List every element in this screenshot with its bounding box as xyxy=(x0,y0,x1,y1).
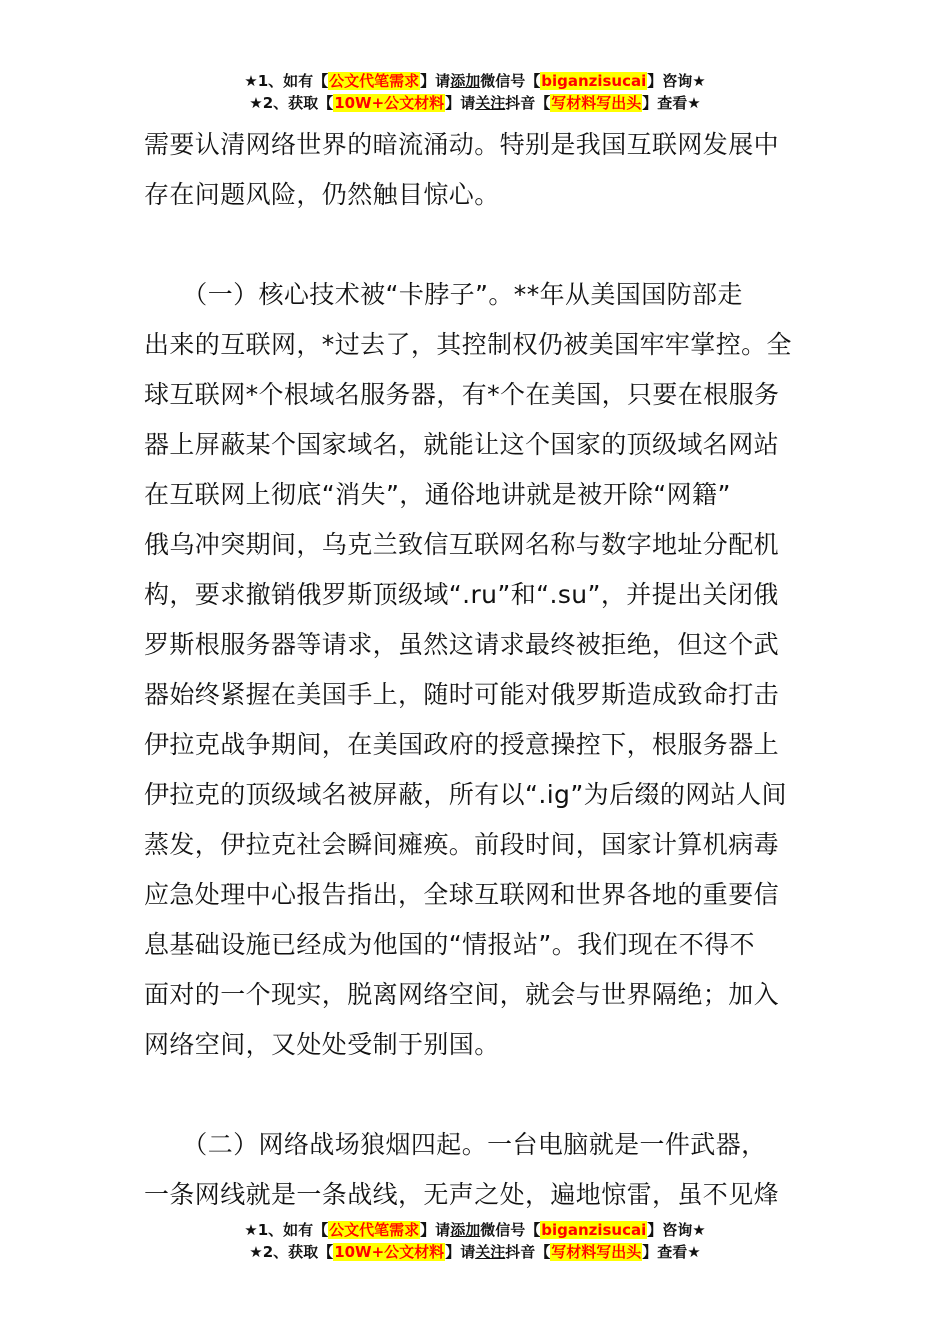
text-line: 在互联网上彻底“消失”，通俗地讲就是被开除“网籍” xyxy=(144,480,731,509)
text-line: 一条网线就是一条战线，无声之处，遍地惊雷，虽不见烽 xyxy=(144,1180,780,1209)
text-line: 存在问题风险，仍然触目惊心。 xyxy=(144,180,500,209)
section-1-paragraph xyxy=(144,270,808,1070)
text-line: 构，要求撤销俄罗斯顶级域“.ru”和“.su”，并提出关闭俄 xyxy=(144,580,779,609)
section-2-paragraph xyxy=(144,1120,808,1220)
text-line: 俄乌冲突期间，乌克兰致信互联网名称与数字地址分配机 xyxy=(144,530,780,559)
section-1-heading-line: （一）核心技术被“卡脖子”。**年从美国国防部走 xyxy=(144,280,743,309)
text-line: 罗斯根服务器等请求，虽然这请求最终被拒绝，但这个武 xyxy=(144,630,780,659)
intro-paragraph xyxy=(144,120,808,220)
promo-highlight: 10W+公文材料 xyxy=(334,94,445,112)
text-line: 器上屏蔽某个国家域名，就能让这个国家的顶级域名网站 xyxy=(144,430,780,459)
promo-line-2: ★2、获取【10W+公文材料】请关注抖音【写材料写出头】查看★ xyxy=(249,1243,701,1261)
text-line: 应急处理中心报告指出，全球互联网和世界各地的重要信 xyxy=(144,880,780,909)
text-line: 出来的互联网，*过去了，其控制权仍被美国牢牢掌控。全 xyxy=(144,330,792,359)
top-promo-banner xyxy=(0,70,950,114)
promo-highlight: 写材料写出头 xyxy=(551,94,642,112)
text-line: 网络空间，又处处受制于别国。 xyxy=(144,1030,500,1059)
promo-highlight: biganzisucai xyxy=(541,72,647,90)
promo-highlight: 公文代笔需求 xyxy=(329,1221,420,1239)
promo-highlight: biganzisucai xyxy=(541,1221,647,1239)
text-line: 伊拉克战争期间，在美国政府的授意操控下，根服务器上 xyxy=(144,730,780,759)
promo-line-1: ★1、如有【公文代笔需求】请添加微信号【biganzisucai】咨询★ xyxy=(244,1221,706,1239)
text-line: 伊拉克的顶级域名被屏蔽，所有以“.ig”为后缀的网站人间 xyxy=(144,780,787,809)
text-line: 器始终紧握在美国手上，随时可能对俄罗斯造成致命打击 xyxy=(144,680,780,709)
text-line: 球互联网*个根域名服务器，有*个在美国，只要在根服务 xyxy=(144,380,780,409)
promo-highlight: 公文代笔需求 xyxy=(329,72,420,90)
promo-highlight: 写材料写出头 xyxy=(551,1243,642,1261)
text-line: 需要认清网络世界的暗流涌动。特别是我国互联网发展中 xyxy=(144,130,780,159)
bottom-promo-banner xyxy=(0,1219,950,1263)
text-line: 蒸发，伊拉克社会瞬间瘫痪。前段时间，国家计算机病毒 xyxy=(144,830,780,859)
paragraph-gap xyxy=(144,220,808,270)
promo-line-1: ★1、如有【公文代笔需求】请添加微信号【biganzisucai】咨询★ xyxy=(244,72,706,90)
text-line: 息基础设施已经成为他国的“情报站”。我们现在不得不 xyxy=(144,930,755,959)
promo-line-2: ★2、获取【10W+公文材料】请关注抖音【写材料写出头】查看★ xyxy=(249,94,701,112)
section-2-heading-line: （二）网络战场狼烟四起。一台电脑就是一件武器， xyxy=(144,1130,767,1159)
document-body xyxy=(144,120,808,1220)
promo-highlight: 10W+公文材料 xyxy=(334,1243,445,1261)
paragraph-gap xyxy=(144,1070,808,1120)
text-line: 面对的一个现实，脱离网络空间，就会与世界隔绝；加入 xyxy=(144,980,780,1009)
